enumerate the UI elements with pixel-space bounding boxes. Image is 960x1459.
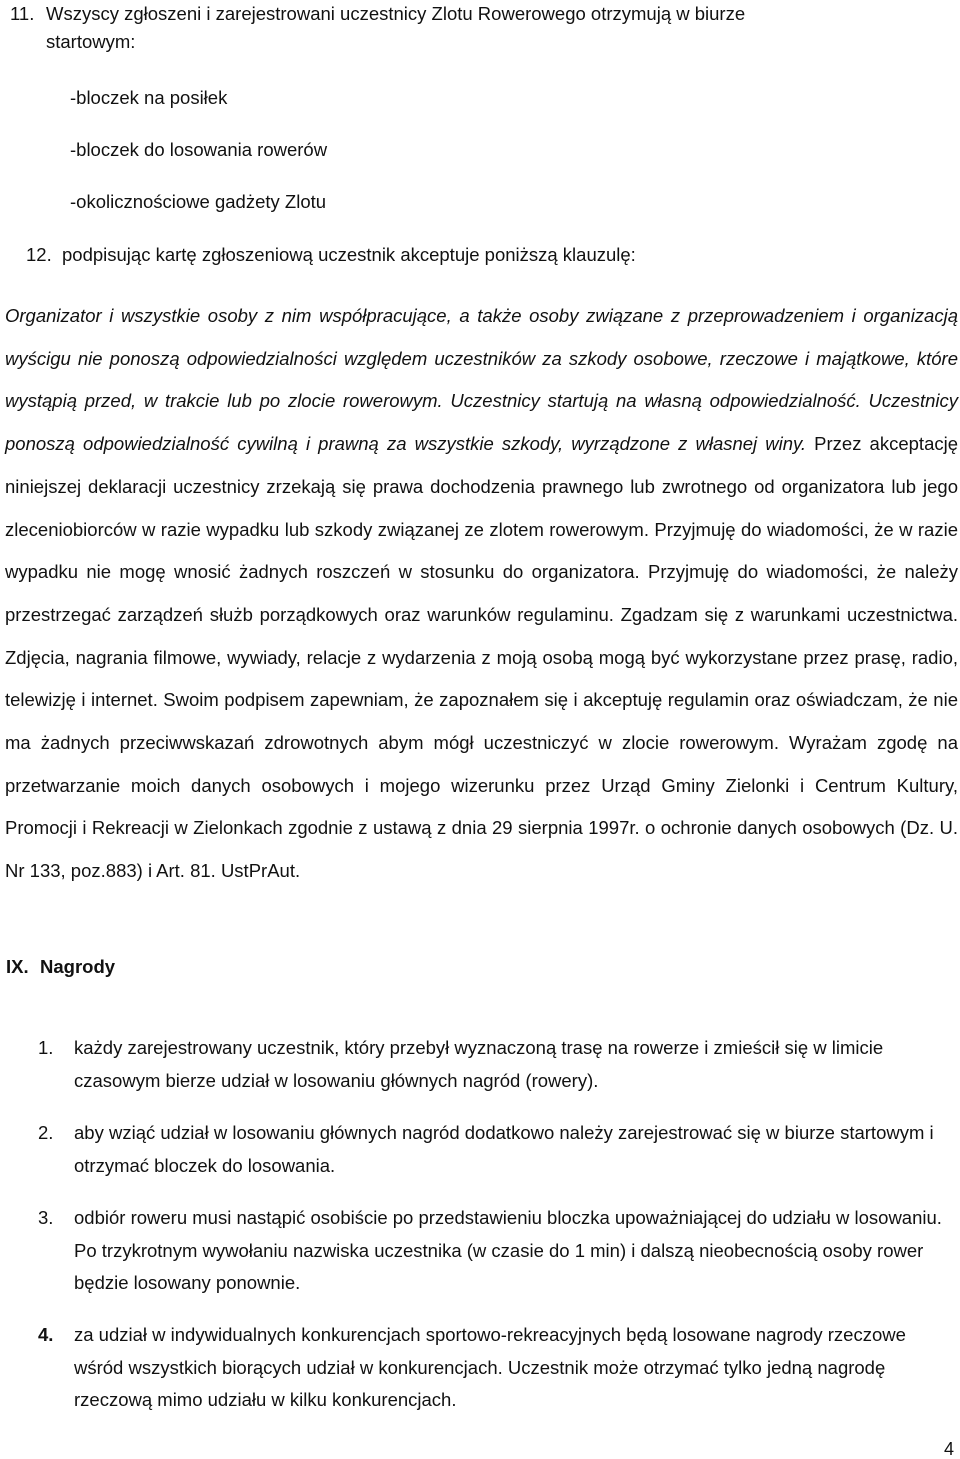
clause-text: Przez akceptację niniejszej deklaracji uczestnicy zrzekają się prawa dochodzenia prawnego lub zwrotnego od organizatora lub jego zleceniobiorców w razie wypadku lub szkody związanej ze zlotem rowerowym. Przyjmuję do wiadomości, że w razie wypadku nie mogę wnosić żadnych roszczeń w stosunku do organizatora. Przyjmuję do wiadomości, że należy przestrzegać zarządzeń służb porządkowych oraz warunków regulaminu. Zgadzam się z warunkami uczestnictwa. Zdjęcia, nagrania filmowe, wywiady, relacje z wydarzenia z moją osobą mogą być wykorzystane przez prasę, radio, telewizję i internet. Swoim podpisem zapewniam, że zapoznałem się i akceptuję regulamin oraz oświadczam, że nie ma żadnych przeciwwskazań zdrowotnych abym mógł uczestniczyć w zlocie rowerowym. Wyrażam zgodę na przetwarzanie moich danych osobowych i mojego wizerunku przez Urząd Gminy Zielonki i Centrum Kultury, Promocji i Rekreacji w Zielonkach zgodnie z ustawą z dnia 29 sierpnia 1997r. o ochronie danych osobowych (Dz. U. Nr 133, poz.883) i Art. 81. UstPrAut. bbox=[5, 433, 959, 882]
prize-text: za udział w indywidualnych konkurencjach sportowo-rekreacyjnych będą losowane nagrody rzeczowe wśród wszystkich biorących udział w konkurencjach. Uczestnik może otrzymać tylko jedną nagrodę rzeczową mimo udziału w kilku konkurencjach. bbox=[74, 1324, 906, 1411]
prize-item-4 bbox=[38, 1319, 953, 1417]
prize-number: 2. bbox=[38, 1122, 54, 1143]
prize-number: 4. bbox=[38, 1324, 54, 1345]
clause-italic-text: Organizator i wszystkie osoby z nim współpracujące, a także osoby związane z przeprowadzeniem i organizacją wyścigu nie ponoszą odpowiedzialności względem uczestników za szkody osobowe, rzeczowe i majątkowe, które wystąpią przed, w trakcie lub po zlocie rowerowym. Uczestnicy startują na własną odpowiedzialność. Uczestnicy ponoszą odpowiedzialność cywilną i prawną za wszystkie szkody, wyrządzone z własnej winy. bbox=[5, 305, 958, 455]
sub-item-gadgets: -okolicznościowe gadżety Zlotu bbox=[70, 191, 327, 212]
prize-number: 1. bbox=[38, 1037, 54, 1058]
list-item-number: 11. bbox=[10, 3, 35, 24]
list-item-11 bbox=[10, 0, 950, 52]
prize-text: odbiór roweru musi nastąpić osobiście po przedstawieniu bloczka upoważniającej do udziału w losowaniu. Po trzykrotnym wywołaniu nazwiska uczestnika (w czasie do 1 min) i dalszą nieobecnością osoby rower będzie losowany ponownie. bbox=[74, 1207, 942, 1294]
prize-item-3 bbox=[38, 1202, 953, 1300]
list-item-text: podpisując kartę zgłoszeniową uczestnik akceptuje poniższą klauzulę: bbox=[62, 244, 636, 265]
sub-item-lottery-voucher: -bloczek do losowania rowerów bbox=[70, 139, 328, 160]
prize-text: każdy zarejestrowany uczestnik, który przebył wyznaczoną trasę na rowerze i zmieścił się w limicie czasowym bierze udział w losowaniu głównych nagród (rowery). bbox=[74, 1037, 884, 1091]
prize-item-2 bbox=[38, 1117, 953, 1182]
liability-clause bbox=[5, 295, 958, 893]
sub-item-meal-voucher: -bloczek na posiłek bbox=[70, 87, 228, 108]
section-number: IX. bbox=[6, 956, 29, 977]
list-item-number: 12. bbox=[26, 244, 52, 265]
section-heading bbox=[6, 954, 115, 980]
list-item-text-line1: Wszyscy zgłoszeni i zarejestrowani uczestnicy Zlotu Rowerowego otrzymują w biurze bbox=[46, 3, 746, 24]
section-title: Nagrody bbox=[40, 956, 116, 977]
list-item-text-line2: startowym: bbox=[46, 31, 136, 52]
page-number: 4 bbox=[943, 1439, 954, 1459]
prize-text: aby wziąć udział w losowaniu głównych nagród dodatkowo należy zarejestrować się w biurze startowym i otrzymać bloczek do losowania. bbox=[74, 1122, 934, 1176]
prize-number: 3. bbox=[38, 1207, 54, 1228]
list-item-12 bbox=[26, 243, 636, 267]
prize-item-1 bbox=[38, 1032, 953, 1097]
